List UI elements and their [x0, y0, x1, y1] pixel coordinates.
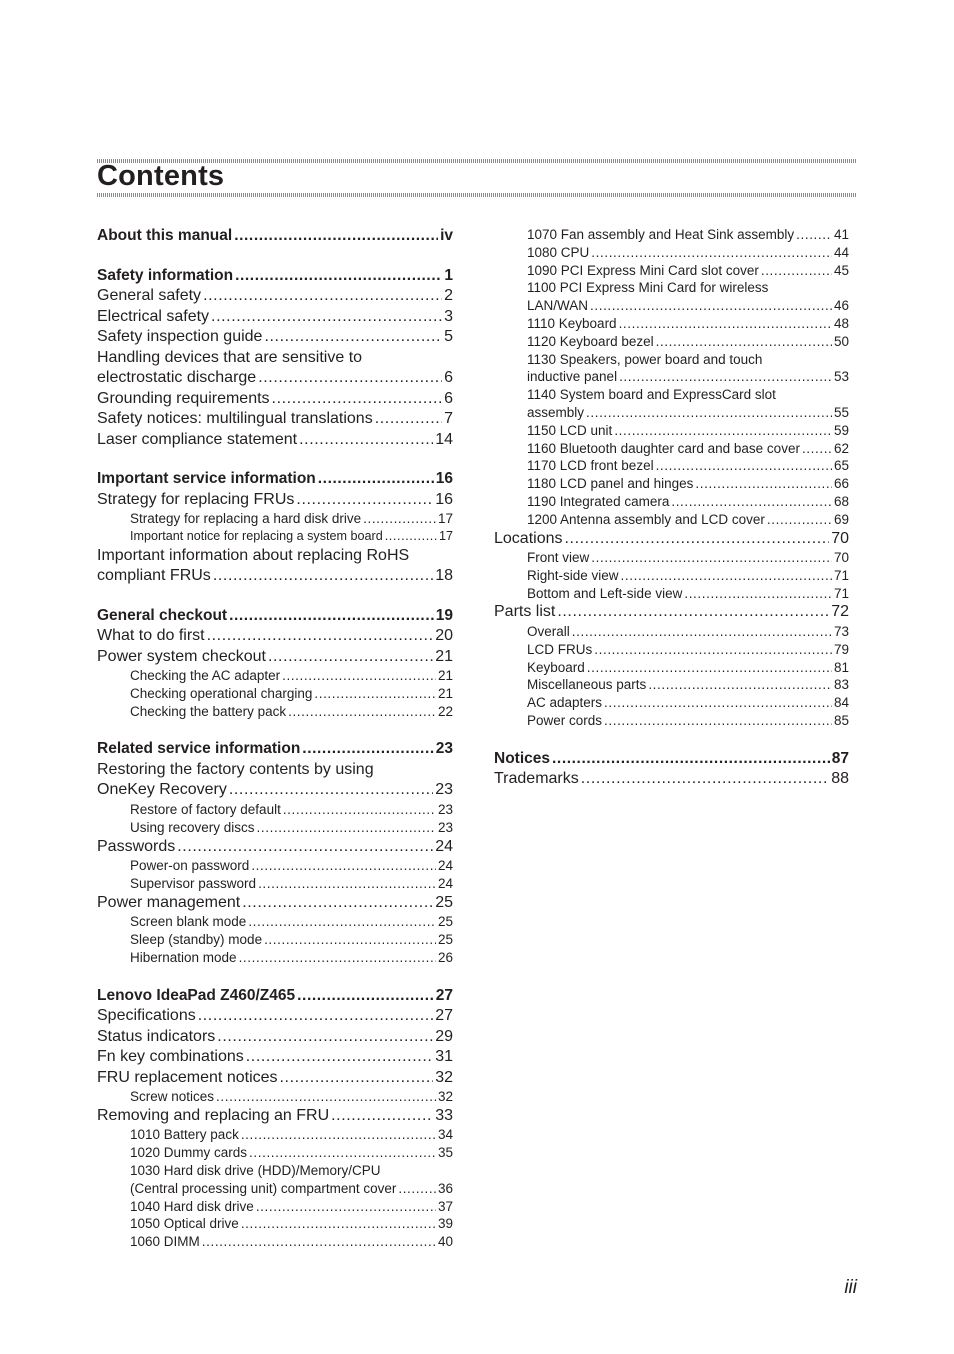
dot-leader	[590, 297, 832, 315]
toc-entry[interactable]	[494, 529, 849, 550]
dot-leader	[251, 857, 436, 875]
toc-entry[interactable]	[97, 1233, 453, 1251]
toc-entry[interactable]	[97, 1068, 453, 1089]
toc-entry[interactable]	[494, 475, 849, 493]
dot-leader	[656, 457, 832, 475]
toc-page-number: 24	[435, 837, 453, 855]
toc-entry-title-line: 1100 PCI Express Mini Card for wireless	[527, 280, 769, 296]
toc-entry-title-line: 1130 Speakers, power board and touch	[527, 351, 763, 367]
toc-entry-title: Using recovery discs	[130, 819, 255, 835]
toc-entry[interactable]	[494, 659, 849, 677]
toc-page-number: 35	[437, 1145, 453, 1161]
toc-page-number: 46	[833, 298, 849, 314]
dot-leader	[572, 623, 832, 641]
toc-page-number: 25	[437, 914, 453, 930]
toc-page-number: 16	[435, 490, 453, 508]
toc-section-heading[interactable]	[97, 469, 453, 490]
toc-entry[interactable]	[494, 511, 849, 529]
toc-entry-title: 1110 Keyboard	[527, 315, 617, 331]
dot-leader	[282, 667, 436, 685]
dot-leader	[591, 549, 832, 567]
dot-leader	[217, 1027, 433, 1048]
toc-entry-title: Right-side view	[527, 567, 619, 583]
toc-entry-title: Strategy for replacing FRUs	[97, 490, 295, 508]
toc-entry-title: General safety	[97, 287, 202, 304]
toc-page-number: 88	[831, 770, 849, 788]
dot-leader	[587, 659, 832, 677]
toc-page-number: 37	[437, 1198, 453, 1214]
toc-entry-title: Checking the AC adapter	[130, 668, 281, 684]
toc-entry-title: LCD FRUs	[527, 641, 593, 657]
toc-page-number: 83	[833, 677, 849, 693]
dot-leader	[299, 430, 433, 451]
toc-entry-title: Restore of factory default	[130, 801, 281, 817]
toc-page-number: 23	[437, 801, 453, 817]
dot-leader	[614, 422, 832, 440]
toc-page-number: 23	[435, 781, 453, 799]
dot-leader	[363, 510, 436, 528]
toc-entry[interactable]	[97, 931, 453, 949]
toc-entry[interactable]	[97, 1088, 453, 1106]
toc-entry-title: Miscellaneous parts	[527, 677, 647, 693]
toc-entry[interactable]	[494, 333, 849, 351]
toc-entry[interactable]	[97, 528, 453, 546]
toc-page-number: 25	[437, 931, 453, 947]
dot-leader	[202, 1233, 436, 1251]
toc-page-number: 32	[435, 1068, 453, 1086]
toc-entry[interactable]	[97, 626, 453, 647]
toc-page-number: 29	[435, 1027, 453, 1045]
dot-leader	[177, 837, 433, 858]
toc-entry-title: Power-on password	[130, 858, 250, 874]
toc-entry[interactable]	[97, 949, 453, 967]
dot-leader	[767, 511, 832, 529]
dot-leader	[586, 404, 832, 422]
toc-section-heading[interactable]	[97, 986, 453, 1007]
toc-entry-title: OneKey Recovery	[97, 781, 227, 799]
toc-entry-title: Screw notices	[130, 1089, 215, 1105]
dot-leader	[557, 602, 829, 623]
toc-entry[interactable]	[494, 493, 849, 511]
toc-entry-title: 1190 Integrated camera	[527, 493, 670, 509]
toc-page-number: 68	[833, 493, 849, 509]
toc-page-number: 70	[833, 550, 849, 566]
dot-leader	[249, 1144, 436, 1162]
toc-entry[interactable]	[97, 703, 453, 721]
toc-entry[interactable]	[494, 567, 849, 585]
toc-entry-title-line: 1030 Hard disk drive (HDD)/Memory/CPU	[130, 1162, 381, 1178]
toc-entry-title: 1180 LCD panel and hinges	[527, 476, 694, 492]
dot-leader	[248, 913, 436, 931]
toc-page-number: 23	[437, 819, 453, 835]
toc-page-number: 72	[831, 603, 849, 621]
dot-leader	[246, 1047, 433, 1068]
dot-leader	[314, 685, 436, 703]
dot-leader	[239, 949, 436, 967]
toc-entry[interactable]	[494, 279, 849, 315]
dot-leader	[296, 490, 433, 511]
toc-entry-title: General checkout	[97, 606, 228, 624]
toc-page-number: 70	[831, 529, 849, 547]
toc-entry[interactable]	[97, 857, 453, 875]
toc-entry-title: Sleep (standby) mode	[130, 931, 263, 947]
toc-entry-title: 1020 Dummy cards	[130, 1145, 248, 1161]
toc-entry-title: What to do first	[97, 627, 205, 645]
dot-leader	[318, 469, 434, 490]
toc-entry-title: 1070 Fan assembly and Heat Sink assembly	[527, 227, 795, 242]
toc-entry[interactable]	[97, 286, 453, 307]
toc-entry-title: Parts list	[494, 603, 556, 621]
dot-leader	[594, 641, 832, 659]
toc-page-number: 50	[833, 333, 849, 349]
toc-page-number: 20	[435, 627, 453, 645]
toc-section-heading[interactable]	[494, 749, 849, 770]
dot-leader	[256, 1198, 436, 1216]
toc-page-number: 87	[831, 749, 849, 767]
toc-page-number: 45	[833, 262, 849, 278]
toc-page-number: 17	[438, 528, 453, 543]
toc-left-column	[97, 226, 453, 1251]
dot-leader	[302, 739, 433, 760]
toc-entry-title: Trademarks	[494, 770, 579, 788]
toc-page-number: 85	[833, 712, 849, 728]
dot-leader	[234, 226, 438, 247]
toc-entry[interactable]	[97, 1106, 453, 1127]
toc-entry-title: 1170 LCD front bezel	[527, 458, 654, 474]
toc-entry-title-line: Handling devices that are sensitive to	[97, 348, 363, 366]
toc-page-number: 73	[833, 623, 849, 639]
dot-leader	[297, 986, 434, 1007]
toc-entry-title: Locations	[494, 529, 563, 547]
toc-entry[interactable]	[97, 819, 453, 837]
dot-leader	[241, 1126, 436, 1144]
toc-entry[interactable]	[494, 585, 849, 603]
toc-page-number: 3	[444, 307, 453, 325]
toc-entry[interactable]	[97, 760, 453, 801]
toc-entry-title: About this manual	[97, 227, 233, 244]
toc-entry[interactable]	[494, 351, 849, 387]
toc-page-number: 6	[444, 389, 453, 407]
toc-entry[interactable]	[494, 244, 849, 262]
toc-page-number: 44	[833, 244, 849, 260]
toc-entry[interactable]	[97, 510, 453, 528]
toc-entry-title: LAN/WAN	[527, 298, 589, 314]
toc-page-number: 59	[833, 422, 849, 438]
dot-leader	[604, 694, 832, 712]
dot-leader	[242, 893, 433, 914]
toc-page-number: 16	[435, 470, 453, 487]
bottom-dotted-rule	[97, 193, 857, 197]
toc-entry-title: 1150 LCD unit	[527, 422, 613, 438]
toc-page-number: 26	[437, 949, 453, 965]
toc-page-number: 41	[833, 227, 849, 242]
toc-page-number: 48	[833, 315, 849, 331]
toc-entry-title: Strategy for replacing a hard disk drive	[130, 511, 362, 526]
toc-page-number: 1	[444, 266, 453, 284]
toc-entry[interactable]	[97, 1215, 453, 1233]
toc-entry[interactable]	[97, 875, 453, 893]
toc-entry[interactable]	[494, 602, 849, 623]
toc-entry-title: 1090 PCI Express Mini Card slot cover	[527, 262, 759, 278]
toc-page-number: 65	[833, 458, 849, 474]
dot-leader	[288, 703, 436, 721]
dot-leader	[565, 529, 830, 550]
dot-leader	[619, 368, 832, 386]
toc-entry[interactable]	[97, 348, 453, 389]
dot-leader	[604, 712, 832, 730]
toc-section-heading[interactable]	[97, 739, 453, 760]
toc-page-number: 71	[833, 567, 849, 583]
toc-entry[interactable]	[97, 307, 453, 328]
toc-entry[interactable]	[494, 641, 849, 659]
toc-entry[interactable]	[97, 667, 453, 685]
toc-entry-title: Keyboard	[527, 659, 585, 675]
dot-leader	[229, 780, 433, 801]
dot-leader	[331, 1106, 433, 1127]
toc-page-number: 32	[437, 1089, 453, 1105]
toc-entry-title: 1010 Battery pack	[130, 1127, 239, 1143]
toc-entry[interactable]	[97, 1198, 453, 1216]
toc-entry-title: assembly	[527, 404, 585, 420]
dot-leader	[375, 409, 442, 430]
toc-page-number: 21	[437, 685, 453, 701]
toc-page-number: 27	[435, 986, 453, 1004]
toc-page-number: 62	[833, 440, 849, 456]
dot-leader	[552, 749, 830, 770]
toc-entry-title: Lenovo IdeaPad Z460/Z465	[97, 986, 296, 1004]
toc-entry[interactable]	[97, 1126, 453, 1144]
toc-page-number: 71	[833, 585, 849, 601]
toc-section-heading[interactable]	[97, 226, 453, 247]
toc-right-column	[494, 226, 849, 790]
toc-page-number: 69	[833, 511, 849, 527]
page-number: iii	[844, 1277, 857, 1298]
toc-entry-title: Screen blank mode	[130, 914, 247, 930]
toc-entry[interactable]	[97, 913, 453, 931]
toc-page-number: 53	[833, 369, 849, 385]
toc-entry-title: Specifications	[97, 1007, 196, 1025]
toc-page-number: 84	[833, 695, 849, 711]
toc-entry-title: Fn key combinations	[97, 1048, 244, 1066]
toc-page-number: 22	[437, 703, 453, 719]
toc-page-number: 55	[833, 404, 849, 420]
toc-entry-title: 1040 Hard disk drive	[130, 1198, 254, 1214]
toc-entry-title: Electrical safety	[97, 307, 210, 325]
toc-entry[interactable]	[494, 712, 849, 730]
toc-entry[interactable]	[97, 1162, 453, 1198]
toc-page-number: 2	[444, 287, 453, 304]
toc-entry-title: Passwords	[97, 837, 176, 855]
toc-entry-title: Safety information	[97, 266, 234, 284]
dot-leader	[671, 493, 832, 511]
toc-entry-title: Important notice for replacing a system board	[130, 528, 383, 543]
toc-page-number: iv	[440, 227, 453, 244]
dot-leader	[695, 475, 832, 493]
dot-leader	[268, 647, 433, 668]
dot-leader	[619, 315, 832, 333]
page-title: Contents	[97, 160, 225, 192]
toc-entry[interactable]	[97, 1027, 453, 1048]
toc-entry-title: Related service information	[97, 740, 301, 758]
toc-page-number: 5	[444, 328, 453, 345]
toc-entry-title: Status indicators	[97, 1027, 216, 1045]
toc-entry[interactable]	[494, 549, 849, 567]
toc-entry-title-line: 1140 System board and ExpressCard slot	[527, 387, 776, 403]
toc-entry-title: 1050 Optical drive	[130, 1216, 239, 1232]
toc-entry[interactable]	[494, 769, 849, 790]
toc-entry-title: AC adapters	[527, 695, 603, 711]
toc-entry-title: Hibernation mode	[130, 949, 237, 965]
toc-entry[interactable]	[97, 801, 453, 819]
toc-entry-title: inductive panel	[527, 369, 618, 385]
dot-leader	[648, 676, 832, 694]
toc-entry-title: Overall	[527, 623, 570, 639]
dot-leader	[264, 327, 442, 348]
dot-leader	[802, 440, 832, 458]
toc-page-number: 6	[444, 369, 453, 386]
toc-entry[interactable]	[494, 226, 849, 244]
toc-entry-title: Notices	[494, 749, 550, 767]
toc-entry-title: (Central processing unit) compartment cover	[130, 1180, 397, 1196]
dot-leader	[283, 801, 436, 819]
toc-entry-title: Safety inspection guide	[97, 328, 263, 345]
dot-leader	[591, 244, 832, 262]
toc-entry-title: Laser compliance statement	[97, 430, 298, 448]
toc-entry[interactable]	[494, 386, 849, 422]
toc-entry-title: compliant FRUs	[97, 567, 211, 585]
dot-leader	[216, 1088, 436, 1106]
toc-entry-title: 1160 Bluetooth daughter card and base cover	[527, 440, 800, 456]
toc-page-number: 31	[435, 1048, 453, 1066]
toc-entry-title: Removing and replacing an FRU	[97, 1106, 330, 1124]
toc-page-number: 7	[444, 410, 453, 427]
toc-page-number: 18	[435, 567, 453, 585]
toc-entry[interactable]	[494, 315, 849, 333]
toc-entry[interactable]	[97, 490, 453, 511]
toc-entry-title: Power cords	[527, 712, 603, 728]
toc-page-number: 14	[435, 430, 453, 448]
toc-page-number: 33	[435, 1106, 453, 1124]
toc-entry-title: electrostatic discharge	[97, 369, 257, 386]
toc-entry[interactable]	[494, 422, 849, 440]
toc-entry-title: 1060 DIMM	[130, 1234, 200, 1250]
toc-section-heading[interactable]	[97, 266, 453, 287]
dot-leader	[581, 769, 829, 790]
toc-entry[interactable]	[494, 694, 849, 712]
toc-page-number: 24	[437, 875, 453, 891]
toc-entry[interactable]	[97, 837, 453, 858]
dot-leader	[398, 1180, 436, 1198]
dot-leader	[257, 819, 436, 837]
dot-leader	[684, 585, 832, 603]
toc-page-number: 66	[833, 476, 849, 492]
dot-leader	[203, 286, 442, 307]
toc-entry[interactable]	[97, 1144, 453, 1162]
toc-entry[interactable]	[494, 440, 849, 458]
dot-leader	[761, 262, 832, 280]
toc-entry-title: Power management	[97, 893, 241, 911]
toc-entry[interactable]	[97, 409, 453, 430]
toc-entry-title: Supervisor password	[130, 875, 257, 891]
dot-leader	[258, 875, 436, 893]
toc-page-number: 21	[435, 647, 453, 665]
toc-entry[interactable]	[97, 1047, 453, 1068]
toc-page-number: 19	[435, 606, 453, 624]
toc-page-number: 27	[435, 1007, 453, 1025]
toc-entry[interactable]	[97, 389, 453, 410]
toc-entry[interactable]	[494, 457, 849, 475]
toc-entry[interactable]	[97, 327, 453, 348]
toc-entry-title: Grounding requirements	[97, 389, 270, 407]
toc-page-number: 81	[833, 659, 849, 675]
dot-leader	[235, 266, 442, 287]
dot-leader	[385, 528, 437, 546]
toc-page-number: 39	[437, 1216, 453, 1232]
toc-entry-title-line: Restoring the factory contents by using	[97, 760, 374, 778]
dot-leader	[621, 567, 832, 585]
toc-page-number: 24	[437, 858, 453, 874]
dot-leader	[229, 606, 434, 627]
toc-entry-title: Important service information	[97, 470, 316, 487]
toc-entry-title: 1120 Keyboard bezel	[527, 333, 654, 349]
dot-leader	[258, 368, 442, 389]
toc-entry[interactable]	[494, 676, 849, 694]
toc-entry[interactable]	[97, 430, 453, 451]
dot-leader	[241, 1215, 436, 1233]
toc-page-number: 21	[437, 668, 453, 684]
toc-entry[interactable]	[494, 262, 849, 280]
dot-leader	[656, 333, 832, 351]
toc-entry[interactable]	[97, 647, 453, 668]
dot-leader	[211, 307, 442, 328]
toc-page-number: 36	[437, 1180, 453, 1196]
dot-leader	[264, 931, 436, 949]
toc-page-number: 23	[435, 740, 453, 758]
toc-entry-title: 1200 Antenna assembly and LCD cover	[527, 511, 765, 527]
toc-entry-title: Safety notices: multilingual translations	[97, 410, 373, 427]
toc-entry-title: FRU replacement notices	[97, 1068, 278, 1086]
toc-entry-title: Checking the battery pack	[130, 703, 287, 719]
dot-leader	[280, 1068, 434, 1089]
dot-leader	[207, 626, 434, 647]
toc-entry-title-line: Important information about replacing RoHS	[97, 546, 410, 564]
toc-page-number: 40	[437, 1234, 453, 1250]
toc-entry[interactable]	[97, 546, 453, 587]
toc-section-heading[interactable]	[97, 606, 453, 627]
dot-leader	[213, 566, 433, 587]
toc-entry-title: Power system checkout	[97, 647, 266, 665]
toc-page-number: 34	[437, 1127, 453, 1143]
toc-entry[interactable]	[97, 893, 453, 914]
toc-page-number: 25	[435, 893, 453, 911]
dot-leader	[198, 1006, 433, 1027]
toc-entry-title: Bottom and Left-side view	[527, 585, 683, 601]
toc-entry-title: Front view	[527, 550, 590, 566]
dot-leader	[796, 226, 832, 244]
toc-entry[interactable]	[494, 623, 849, 641]
toc-entry-title: Checking operational charging	[130, 685, 313, 701]
toc-page-number: 79	[833, 641, 849, 657]
toc-page-number: 17	[437, 511, 453, 526]
toc-entry[interactable]	[97, 685, 453, 703]
dot-leader	[272, 389, 443, 410]
toc-entry[interactable]	[97, 1006, 453, 1027]
toc-entry-title: 1080 CPU	[527, 244, 590, 260]
